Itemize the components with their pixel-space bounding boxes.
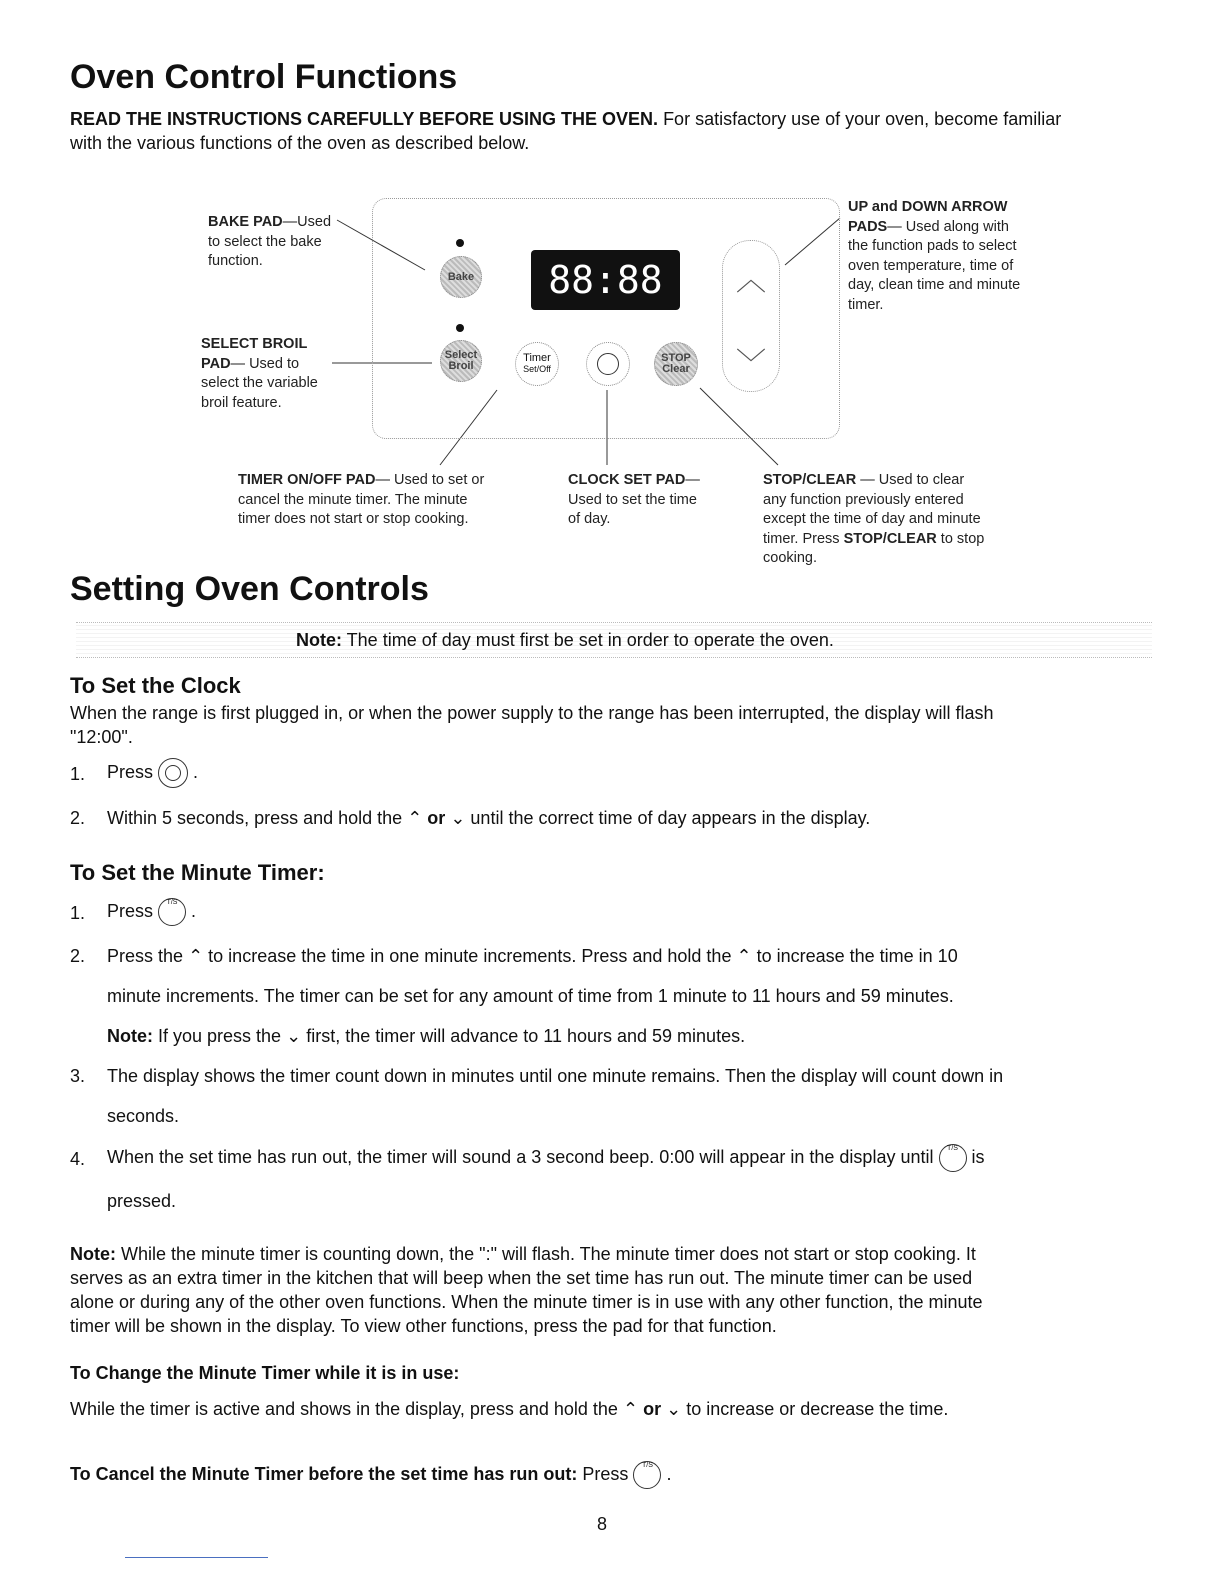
stop-clear-label [763, 471, 984, 569]
label-bold: STOP/CLEAR [763, 472, 857, 488]
pad-text: Timer [523, 352, 551, 364]
bake-pad-label [208, 213, 331, 272]
label-text: Used to set the time [568, 491, 697, 508]
note-bold: Note: [107, 1026, 153, 1046]
label-text: timer does not start or stop cooking. [238, 511, 469, 527]
label-bold: UP and DOWN ARROW [848, 199, 1008, 215]
label-text: oven temperature, time of [848, 257, 1014, 274]
intro-text: For satisfactory use of your oven, become familiar [658, 109, 1062, 129]
page-title: Oven Control Functions [70, 58, 458, 96]
note-text: The time of day must first be set in order to operate the oven. [342, 630, 834, 650]
step-text: . [191, 900, 197, 921]
down-arrow-icon[interactable]: ﹀ [736, 348, 766, 381]
timer-pad-label [238, 471, 484, 530]
step-text: minute increments. The timer can be set for any amount of time from 1 minute to 11 hours and 59 minutes. [107, 986, 954, 1006]
step-text: Press [107, 900, 154, 921]
clock-heading: To Set the Clock [70, 673, 241, 698]
paragraph-text: . [666, 1463, 672, 1484]
timer-note-paragraph [70, 1242, 1170, 1338]
label-text: timer. Press [763, 530, 844, 547]
label-bold: STOP/CLEAR [843, 530, 937, 547]
step-number: 1. [70, 903, 86, 923]
label-text: — Used to set or [375, 472, 485, 488]
up-arrow-icon[interactable]: ︿ [736, 264, 766, 297]
paragraph-line: When the range is first plugged in, or when the power supply to the range has been interrupted, the display will flash [70, 703, 994, 723]
change-heading: To Change the Minute Timer while it is in use: [70, 1363, 460, 1383]
step-text: Press [107, 761, 154, 782]
timer-pad[interactable] [515, 342, 559, 386]
paragraph-text: While the timer is active and shows in the display, press and hold the [70, 1399, 618, 1419]
pad-text: STOP [661, 352, 691, 364]
label-text: — Used to clear [856, 472, 965, 488]
paragraph-line: "12:00". [70, 727, 133, 747]
step-text: seconds. [107, 1106, 180, 1126]
intro-text-2: with the various functions of the oven as described below. [70, 133, 530, 153]
label-text: timer. [848, 296, 884, 313]
label-text: to select the bake [208, 233, 322, 250]
label-text: —Used [282, 214, 332, 230]
label-text: the function pads to select [848, 238, 1017, 254]
step-number: 2. [70, 946, 86, 966]
page-number: 8 [597, 1514, 608, 1534]
clock-intro [70, 701, 1170, 749]
label-text: except the time of day and minute [763, 511, 981, 527]
broil-pad-label [201, 335, 318, 413]
timer-pad-icon: T/S [939, 1144, 967, 1172]
select-broil-pad[interactable] [440, 340, 482, 382]
label-text: of day. [568, 511, 611, 527]
down-arrow-icon: ⌄ [286, 1026, 302, 1046]
step-text: . [193, 761, 199, 782]
paragraph-line: timer will be shown in the display. To view other functions, press the pad for that function. [70, 1316, 777, 1336]
arrow-pads [722, 240, 780, 392]
pad-text: Clear [662, 363, 690, 375]
label-text: cooking. [763, 550, 818, 566]
intro-bold: READ THE INSTRUCTIONS CAREFULLY BEFORE USING THE OVEN. [70, 109, 659, 129]
clock-pad-label [568, 471, 700, 530]
paragraph-text: Press [577, 1463, 629, 1484]
label-bold: PAD [201, 355, 231, 372]
label-bold: BAKE PAD [208, 214, 283, 230]
step-number: 3. [70, 1066, 86, 1086]
step-text: The display shows the timer count down in minutes until one minute remains. Then the display will count down in [107, 1066, 1004, 1086]
up-arrow-icon: ⌃ [188, 946, 204, 966]
label-bold: TIMER ON/OFF PAD [238, 472, 376, 488]
note-band [76, 622, 1152, 658]
step-text: is [971, 1146, 985, 1167]
up-arrow-icon: ⌃ [622, 1399, 639, 1419]
clock-icon [597, 353, 619, 375]
label-text: to stop [936, 530, 985, 547]
step-text: When the set time has run out, the timer will sound a 3 second beep. 0:00 will appear in the display until [107, 1146, 934, 1167]
label-text: — Used to [230, 355, 300, 372]
paragraph-line: alone or during any of the other oven functions. When the minute timer is in use with any other function, the minute [70, 1292, 983, 1312]
step-text: or [427, 808, 446, 828]
step-text: Press the [107, 946, 184, 966]
up-arrow-icon: ⌃ [736, 946, 752, 966]
label-text: select the variable [201, 375, 318, 391]
label-text: — Used along with [887, 218, 1009, 235]
label-text: function. [208, 253, 263, 269]
step-number: 2. [70, 808, 86, 828]
cancel-bold: To Cancel the Minute Timer before the set time has run out: [70, 1463, 578, 1484]
label-text: — [685, 472, 700, 488]
stop-clear-pad[interactable] [654, 342, 698, 386]
bake-pad[interactable]: Bake [440, 256, 482, 298]
down-arrow-icon: ⌄ [666, 1399, 682, 1419]
note-bold: Note: [296, 630, 342, 650]
label-text: day, clean time and minute [848, 277, 1021, 293]
step-text: to increase the time in one minute increments. Press and hold the [208, 946, 732, 966]
paragraph-line: While the minute timer is counting down, the ":" will flash. The minute timer does not start or stop cooking. It [116, 1244, 976, 1264]
step-number: 4. [70, 1149, 86, 1169]
display: 88:88 [531, 250, 680, 310]
pad-text: Set/Off [523, 364, 551, 374]
section-title: Setting Oven Controls [70, 570, 429, 608]
change-text [70, 1397, 948, 1421]
step-text: first, the timer will advance to 11 hours and 59 minutes. [306, 1026, 746, 1046]
timer-pad-icon: T/S [633, 1461, 661, 1489]
paragraph-text: or [643, 1399, 662, 1419]
pad-text: Select [444, 349, 478, 361]
label-bold: CLOCK SET PAD [568, 472, 686, 488]
label-text: any function previously entered [763, 491, 964, 508]
step-text: pressed. [107, 1191, 177, 1211]
pad-text: Broil [448, 360, 474, 372]
down-arrow-icon: ⌄ [450, 808, 466, 828]
step-text: Within 5 seconds, press and hold the [107, 808, 403, 828]
label-text: broil feature. [201, 394, 282, 411]
note-bold: Note: [70, 1244, 116, 1264]
step-text: If you press the [153, 1026, 282, 1046]
step-number: 1. [70, 764, 86, 784]
divider [125, 1557, 268, 1558]
label-text: cancel the minute timer. The minute [238, 491, 468, 508]
clock-icon [158, 758, 188, 788]
paragraph-line: serves as an extra timer in the kitchen that will beep when the set time has run out. The minute timer can be used [70, 1268, 973, 1288]
label-bold: SELECT BROIL [201, 336, 308, 352]
arrow-pads-label [848, 198, 1020, 315]
cancel-text [70, 1461, 671, 1489]
up-arrow-icon: ⌃ [407, 808, 423, 828]
timer-heading: To Set the Minute Timer: [70, 860, 325, 885]
timer-pad-icon: T/S [158, 898, 186, 926]
step-text: until the correct time of day appears in the display. [470, 808, 871, 828]
clock-pad[interactable] [586, 342, 630, 386]
paragraph-text: to increase or decrease the time. [686, 1399, 949, 1419]
step-text: to increase the time in 10 [756, 946, 958, 966]
label-bold: PADS [848, 218, 888, 235]
